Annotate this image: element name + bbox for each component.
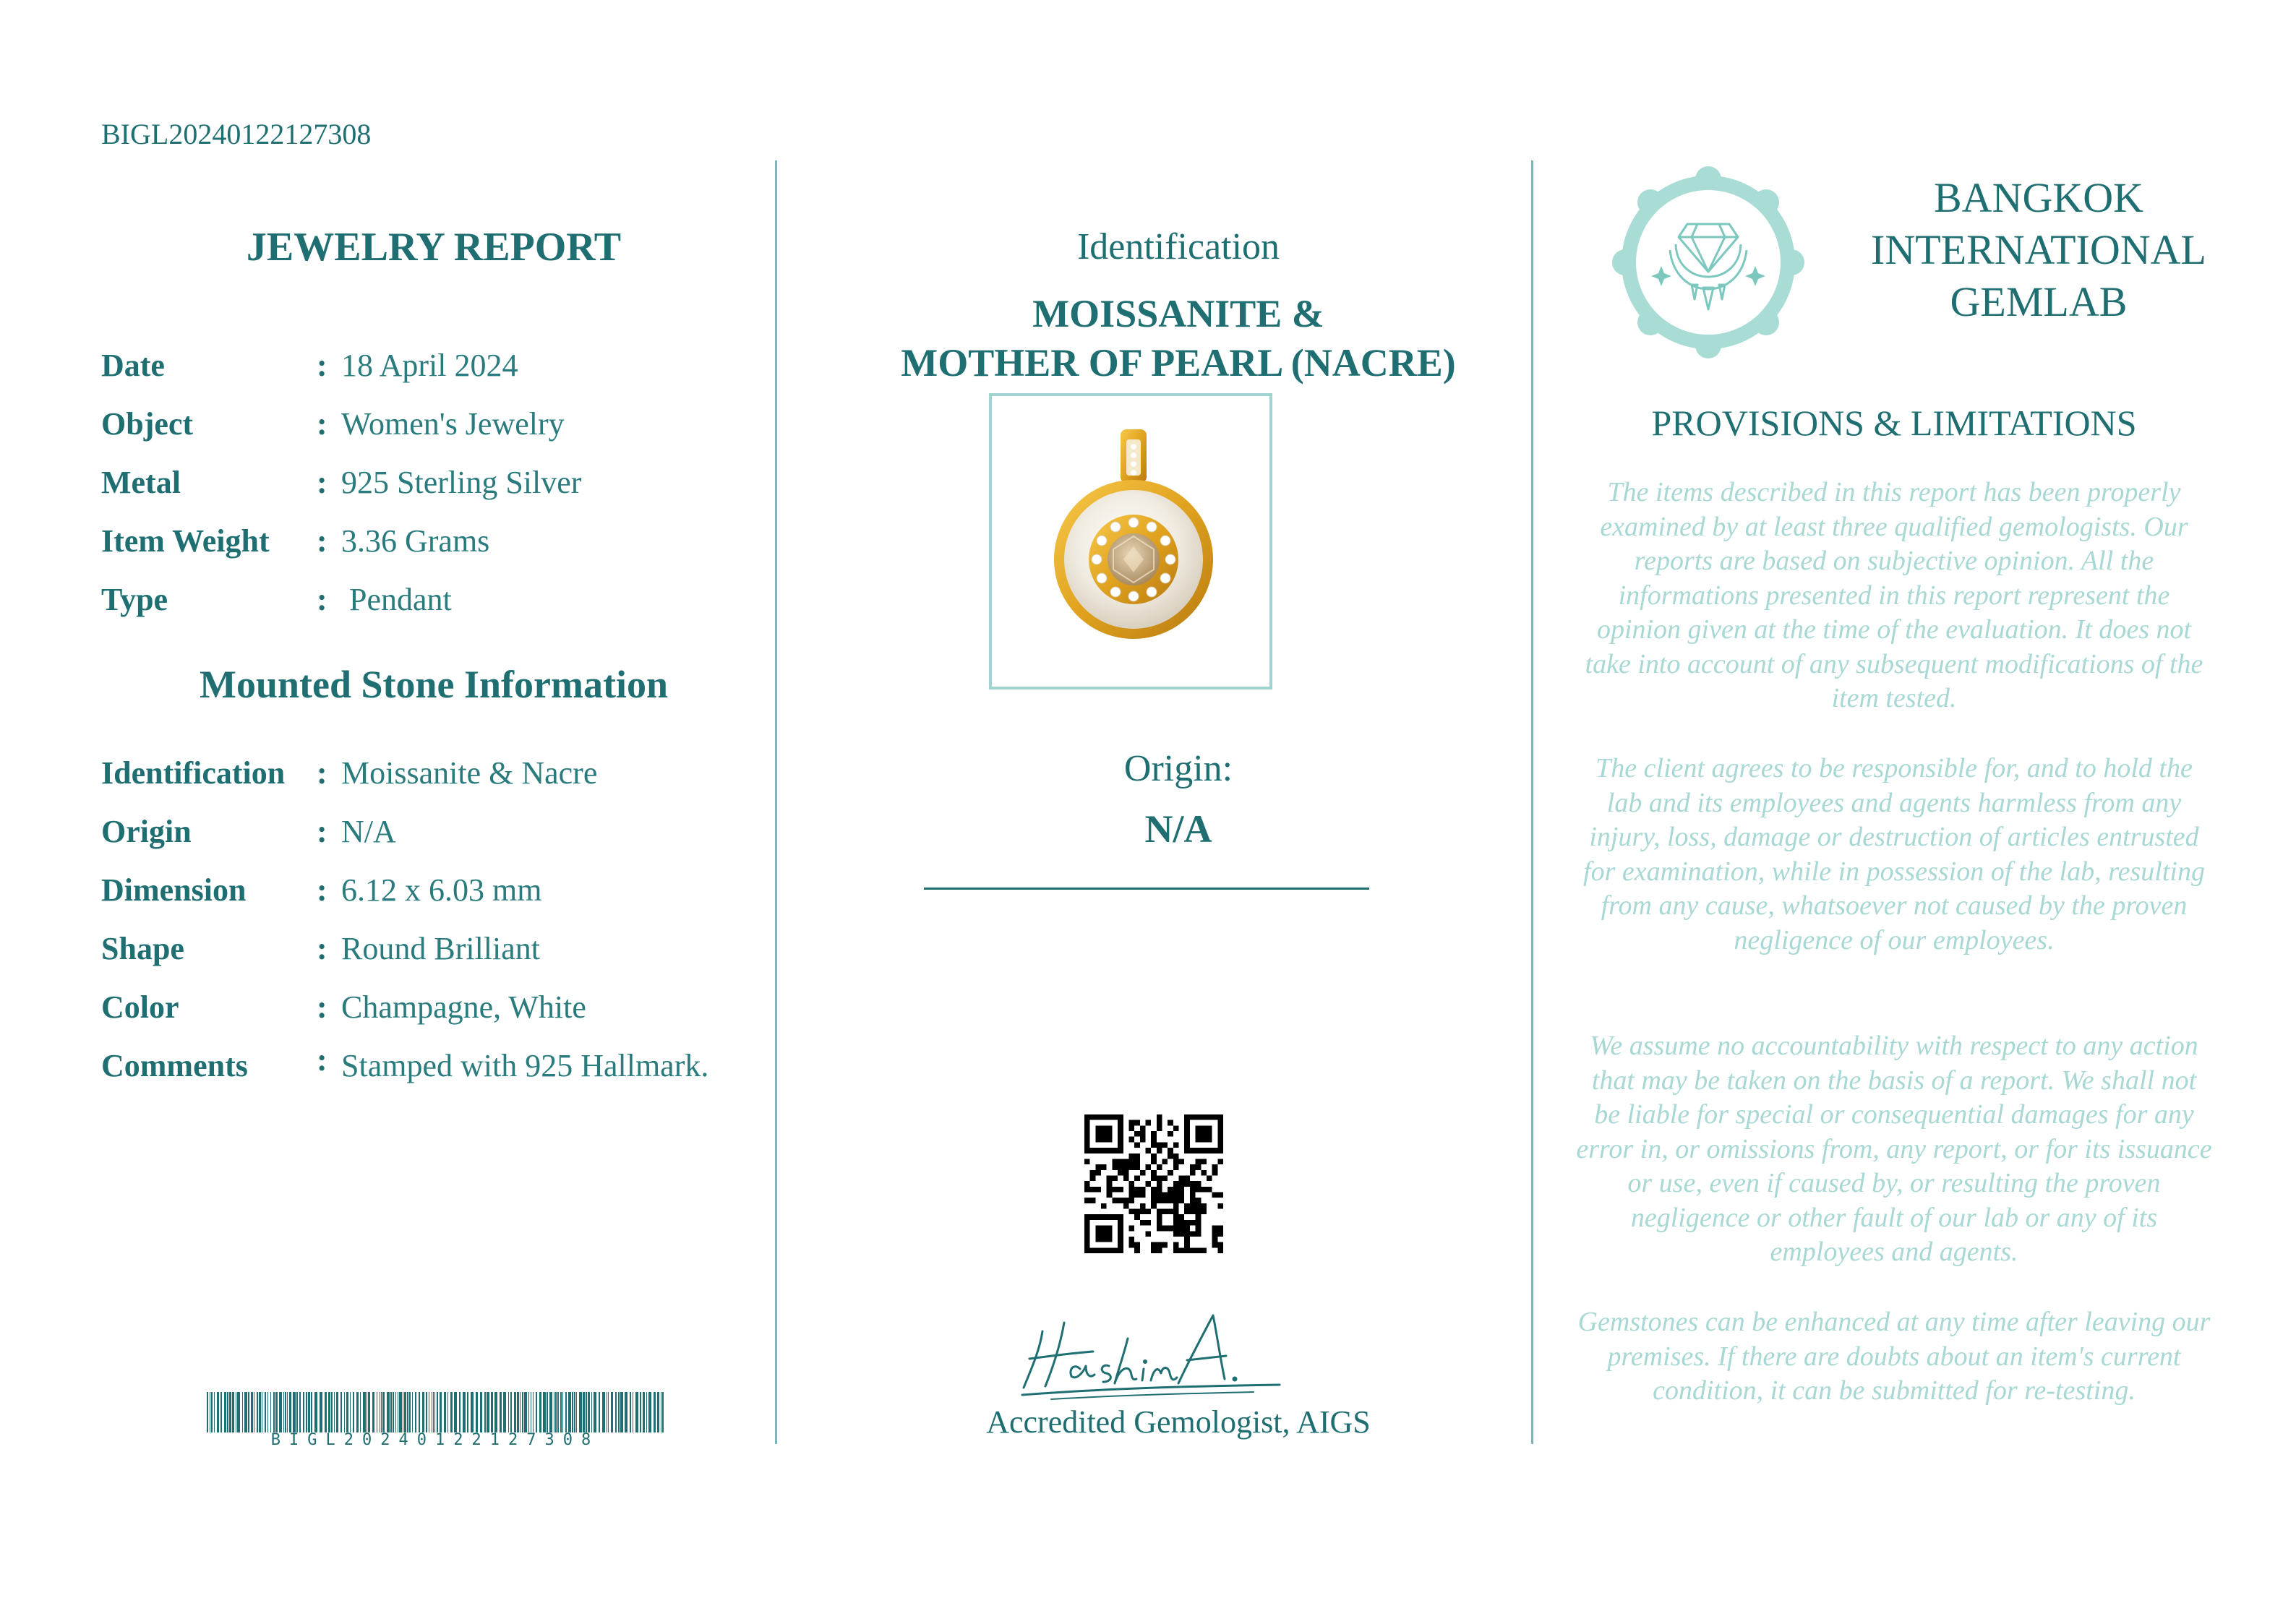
lab-name <box>1836 172 2241 328</box>
stone-colon: : <box>317 872 327 908</box>
lab-seal-logo <box>1611 165 1806 360</box>
provisions-paragraph-4: Gemstones can be enhanced at any time after leaving our premises. If there are doubts about an item's current condition, it can be submitted for re-testing. <box>1577 1307 2211 1406</box>
stone-value: Champagne, White <box>341 989 586 1025</box>
detail-row-metal <box>101 464 781 515</box>
detail-label: Type <box>101 582 168 617</box>
detail-colon: : <box>317 582 327 617</box>
report-number: BIGL20240122127308 <box>101 118 372 150</box>
detail-colon: : <box>317 465 327 500</box>
pendant-image <box>992 396 1269 687</box>
origin-underline <box>924 888 1369 890</box>
barcode-image <box>207 1392 664 1432</box>
mounted-stone-title: Mounted Stone Information <box>199 663 669 706</box>
detail-value: Pendant <box>341 582 452 617</box>
detail-colon: : <box>317 523 327 559</box>
identification-line-1: MOISSANITE & <box>1032 292 1324 335</box>
stone-row-identification <box>101 755 781 805</box>
stone-label: Origin <box>101 814 192 849</box>
gemologist-caption: Accredited Gemologist, AIGS <box>986 1404 1371 1440</box>
detail-row-weight <box>101 523 781 573</box>
stone-label: Comments <box>101 1048 248 1083</box>
stone-colon: : <box>317 1042 327 1078</box>
stone-row-color <box>101 989 781 1039</box>
detail-value: Women's Jewelry <box>341 406 565 442</box>
detail-label: Date <box>101 348 165 383</box>
origin-value: N/A <box>1144 807 1212 851</box>
detail-label: Object <box>101 406 194 442</box>
lab-name-line-3: GEMLAB <box>1950 278 2128 325</box>
lab-name-line-2: INTERNATIONAL <box>1871 226 2206 273</box>
stone-label: Identification <box>101 755 286 791</box>
detail-row-date <box>101 347 781 398</box>
stone-value: Round Brilliant <box>341 931 540 966</box>
stone-colon: : <box>317 931 327 966</box>
provisions-paragraph-3: We assume no accountability with respect to any action that may be taken on the basis of a report. We shall not be liable for special or consequential damages for any error in, or omissions from, any report, or for its issuance or use, even if caused by, or resulting the proven negligence or other fault of our lab or any of its employees and agents. <box>1576 1031 2212 1267</box>
stone-value: Moissanite & Nacre <box>341 755 598 791</box>
stone-label: Color <box>101 989 179 1025</box>
stone-row-dimension <box>101 872 781 922</box>
identification-label: Identification <box>1076 226 1280 267</box>
lab-name-line-1: BANGKOK <box>1934 174 2143 221</box>
detail-value: 3.36 Grams <box>341 523 490 559</box>
stone-colon: : <box>317 989 327 1025</box>
jewelry-photo-frame <box>989 393 1272 689</box>
stone-label: Shape <box>101 931 184 966</box>
gemologist-signature <box>1008 1294 1290 1402</box>
stone-label: Dimension <box>101 872 247 908</box>
detail-row-type <box>101 581 781 632</box>
stone-row-shape <box>101 930 781 981</box>
detail-row-object <box>101 405 781 456</box>
stone-colon: : <box>317 814 327 849</box>
detail-label: Item Weight <box>101 523 270 559</box>
report-title: JEWELRY REPORT <box>246 225 622 270</box>
detail-value: 925 Sterling Silver <box>341 465 582 500</box>
stone-row-origin <box>101 813 781 864</box>
stone-row-comments <box>101 1042 781 1098</box>
stone-value: Stamped with 925 Hallmark. <box>341 1048 709 1083</box>
identification-line-2: MOTHER OF PEARL (NACRE) <box>901 341 1456 384</box>
provisions-title: PROVISIONS & LIMITATIONS <box>1651 403 2137 443</box>
detail-value: 18 April 2024 <box>341 348 518 383</box>
provisions-paragraph-1: The items described in this report has been properly examined by at least three qualified gemologists. Our reports are based on subjective opinion. All the informations presented in this report represent the opinion given at the time of the evaluation. It does not take into account of any subsequent modifications of the item tested. <box>1585 477 2203 713</box>
stone-value: N/A <box>341 814 396 849</box>
barcode-text: BIGL20240122127308 <box>270 1431 600 1449</box>
detail-colon: : <box>317 348 327 383</box>
stone-colon: : <box>317 755 327 791</box>
qr-code <box>1084 1114 1223 1253</box>
identification-value <box>781 289 1576 387</box>
origin-label: Origin: <box>1123 748 1233 789</box>
detail-label: Metal <box>101 465 181 500</box>
provisions-paragraph-2: The client agrees to be responsible for, and to hold the lab and its employees and agents harmless from any injury, loss, damage or destruction of articles entrusted for examination, while in possession of the lab, resulting from any cause, whatsoever not caused by the proven negligence of our employees. <box>1583 753 2205 955</box>
detail-colon: : <box>317 406 327 442</box>
stone-value: 6.12 x 6.03 mm <box>341 872 542 908</box>
